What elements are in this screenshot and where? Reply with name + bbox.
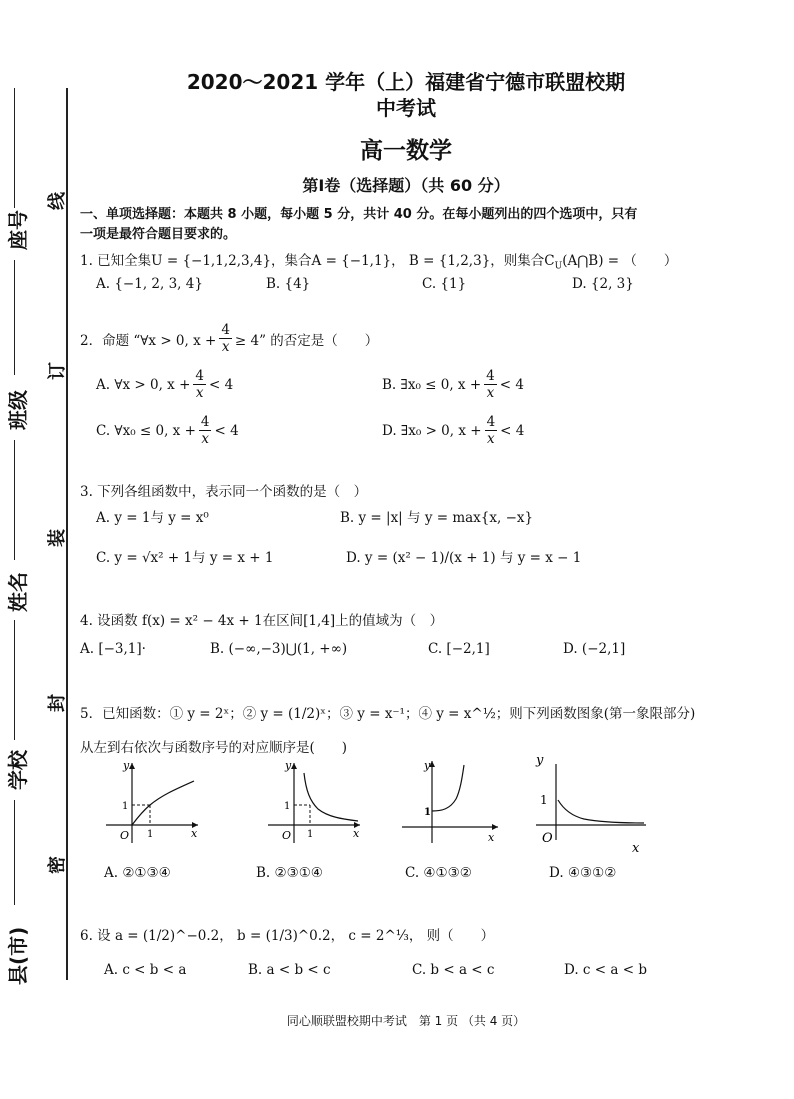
binding-char-ding: 订 xyxy=(47,362,68,380)
q3-option-c[interactable]: C. y = √x² + 1与 y = x + 1 xyxy=(96,550,274,566)
graph2-origin: O xyxy=(282,829,292,842)
graph1-y-one: 1 xyxy=(122,801,129,812)
q2-option-d-num: 4 xyxy=(486,414,496,430)
q2-fraction xyxy=(219,322,232,355)
q5-graph-4 xyxy=(530,750,650,855)
q5-graph-1 xyxy=(96,755,206,850)
binding-char-mi: 密 xyxy=(47,856,68,874)
q2-option-b-text: B. ∃x₀ ≤ 0, x + xyxy=(382,376,482,393)
page-footer: 同心顺联盟校期中考试 第 1 页 （共 4 页） xyxy=(286,1014,526,1028)
q2-frac-num: 4 xyxy=(221,322,230,338)
q1-stem-end: (A⋂B) = （ ） xyxy=(562,253,678,269)
exam-title-line1: 2020～2021 学年（上）福建省宁德市联盟校期 xyxy=(186,70,626,94)
q2-option-c[interactable] xyxy=(96,414,239,447)
graph4-x-label: x xyxy=(632,841,640,855)
field-county: 县(市) xyxy=(6,926,30,985)
binding-char-feng: 封 xyxy=(47,694,68,712)
volume-title: 第Ⅰ卷（选择题）（共 60 分） xyxy=(302,176,510,195)
field-name-line xyxy=(14,440,15,560)
subject-title: 高一数学 xyxy=(360,138,452,164)
graph2-x-one: 1 xyxy=(307,829,314,840)
q2-option-a[interactable] xyxy=(96,368,233,401)
q5-option-a[interactable]: A. ②①③④ xyxy=(104,865,171,881)
q1-option-a[interactable]: A. {−1, 2, 3, 4} xyxy=(96,276,203,292)
q4-option-b[interactable]: B. (−∞,−3)⋃(1, +∞) xyxy=(210,641,348,657)
q6-option-d[interactable]: D. c < a < b xyxy=(564,962,647,978)
q2-stem xyxy=(80,322,378,355)
graph1-x-one: 1 xyxy=(147,829,154,840)
graph4-y-one: 1 xyxy=(540,793,548,807)
graph4-y-label: y xyxy=(536,753,544,768)
binding-char-zhuang: 装 xyxy=(47,529,68,547)
field-name: 姓名 xyxy=(6,572,30,612)
q2-option-b-fraction xyxy=(484,368,497,401)
graph3-y-label: y xyxy=(424,759,431,772)
q5-stem2: 从左到右依次与函数序号的对应顺序是( ) xyxy=(80,740,348,756)
q2-option-a-text: A. ∀x > 0, x + xyxy=(96,376,191,393)
q3-option-d[interactable]: D. y = (x² − 1)/(x + 1) 与 y = x − 1 xyxy=(346,550,582,566)
q6-option-c[interactable]: C. b < a < c xyxy=(412,962,495,978)
q2-option-c-fraction xyxy=(199,414,212,447)
graph4-curve xyxy=(558,800,644,823)
q4-option-a[interactable]: A. [−3,1]· xyxy=(80,641,146,657)
q5-stem: 5．已知函数：① y = 2ˣ；② y = (1/2)ˣ；③ y = x⁻¹；④ y = x^½；则下列函数图象(第一象限部分) xyxy=(80,706,696,722)
q2-option-a-num: 4 xyxy=(195,368,204,384)
q2-option-c-num: 4 xyxy=(200,414,210,430)
q2-option-d[interactable] xyxy=(382,414,524,447)
field-school: 学校 xyxy=(6,750,30,790)
q5-graph-2 xyxy=(258,755,368,850)
graph3-curve xyxy=(432,765,464,811)
q2-option-c-tail: < 4 xyxy=(214,422,239,439)
q2-option-b-tail: < 4 xyxy=(499,376,524,393)
q1-option-b[interactable]: B. {4} xyxy=(266,276,311,292)
q4-option-d[interactable]: D. (−2,1] xyxy=(563,641,626,657)
graph2-x-label: x xyxy=(353,827,360,840)
q2-option-d-text: D. ∃x₀ > 0, x + xyxy=(382,422,482,439)
q2-stem-b: ≥ 4” 的否定是（ ） xyxy=(234,332,379,349)
q2-option-d-tail: < 4 xyxy=(500,422,525,439)
q1-stem-text: 1. 已知全集U = {−1,1,2,3,4}，集合A = {−1,1}， B = {1,2,3}，则集合C xyxy=(80,253,555,269)
q5-option-c[interactable]: C. ④①③② xyxy=(405,865,472,881)
q2-option-b[interactable] xyxy=(382,368,524,401)
graph3-y-one: 1 xyxy=(424,807,431,818)
q2-option-c-den: x xyxy=(201,431,209,447)
field-county-line xyxy=(14,800,15,905)
field-school-line xyxy=(14,620,15,740)
field-class: 班级 xyxy=(6,390,30,430)
q2-option-b-num: 4 xyxy=(486,368,495,384)
q2-option-a-den: x xyxy=(195,385,204,401)
section-heading-line2: 一项是最符合题目要求的。 xyxy=(80,227,237,242)
q5-option-b[interactable]: B. ②③①④ xyxy=(256,865,323,881)
q2-option-d-den: x xyxy=(487,431,495,447)
q6-option-b[interactable]: B. a < b < c xyxy=(248,962,331,978)
field-class-line xyxy=(14,260,15,375)
q2-option-b-den: x xyxy=(486,385,495,401)
q2-option-a-fraction xyxy=(193,368,206,401)
q1-subscript: U xyxy=(554,261,563,272)
q3-stem: 3. 下列各组函数中，表示同一个函数的是（ ） xyxy=(80,484,368,500)
graph1-y-arrow xyxy=(129,763,135,769)
q1-stem xyxy=(80,249,677,272)
exam-title-line2: 中考试 xyxy=(376,96,436,120)
q6-stem: 6. 设 a = (1/2)^−0.2， b = (1/3)^0.2， c = 2^⅓， 则（ ） xyxy=(80,928,495,944)
q6-option-a[interactable]: A. c < b < a xyxy=(104,962,187,978)
q3-option-b[interactable]: B. y = |x| 与 y = max{x, −x} xyxy=(340,510,534,526)
q2-stem-a: 2．命题 “∀x > 0, x + xyxy=(80,332,217,349)
q1-option-c[interactable]: C. {1} xyxy=(422,276,467,292)
graph2-y-one: 1 xyxy=(284,801,291,812)
q5-option-d[interactable]: D. ④③①② xyxy=(549,865,617,881)
field-seat-number: 座号 xyxy=(6,210,30,250)
q4-stem: 4. 设函数 f(x) = x² − 4x + 1在区间[1,4]上的值域为（ ） xyxy=(80,613,444,629)
graph4-origin: O xyxy=(542,831,553,846)
q1-option-d[interactable]: D. {2, 3} xyxy=(572,276,634,292)
q2-frac-den: x xyxy=(221,339,230,355)
section-heading-line1: 一、单项选择题：本题共 8 小题，每小题 5 分，共计 40 分。在每小题列出的四个选项中，只有 xyxy=(80,207,638,222)
graph1-x-label: x xyxy=(191,827,198,840)
binding-char-xian: 线 xyxy=(47,192,68,210)
graph1-y-label: y xyxy=(123,759,130,772)
q2-option-a-tail: < 4 xyxy=(208,376,234,393)
q5-graph-3 xyxy=(398,755,508,850)
q4-option-c[interactable]: C. [−2,1] xyxy=(428,641,490,657)
graph2-curve xyxy=(304,773,358,821)
q2-option-c-text: C. ∀x₀ ≤ 0, x + xyxy=(96,422,196,439)
graph2-y-arrow xyxy=(291,763,297,769)
graph3-x-arrow xyxy=(492,824,498,830)
graph3-x-label: x xyxy=(488,831,495,844)
graph2-y-label: y xyxy=(285,759,292,772)
graph1-origin: O xyxy=(120,829,130,842)
q2-option-d-fraction xyxy=(485,414,498,447)
graph1-curve xyxy=(132,781,194,825)
q3-option-a[interactable]: A. y = 1与 y = x⁰ xyxy=(96,510,209,526)
